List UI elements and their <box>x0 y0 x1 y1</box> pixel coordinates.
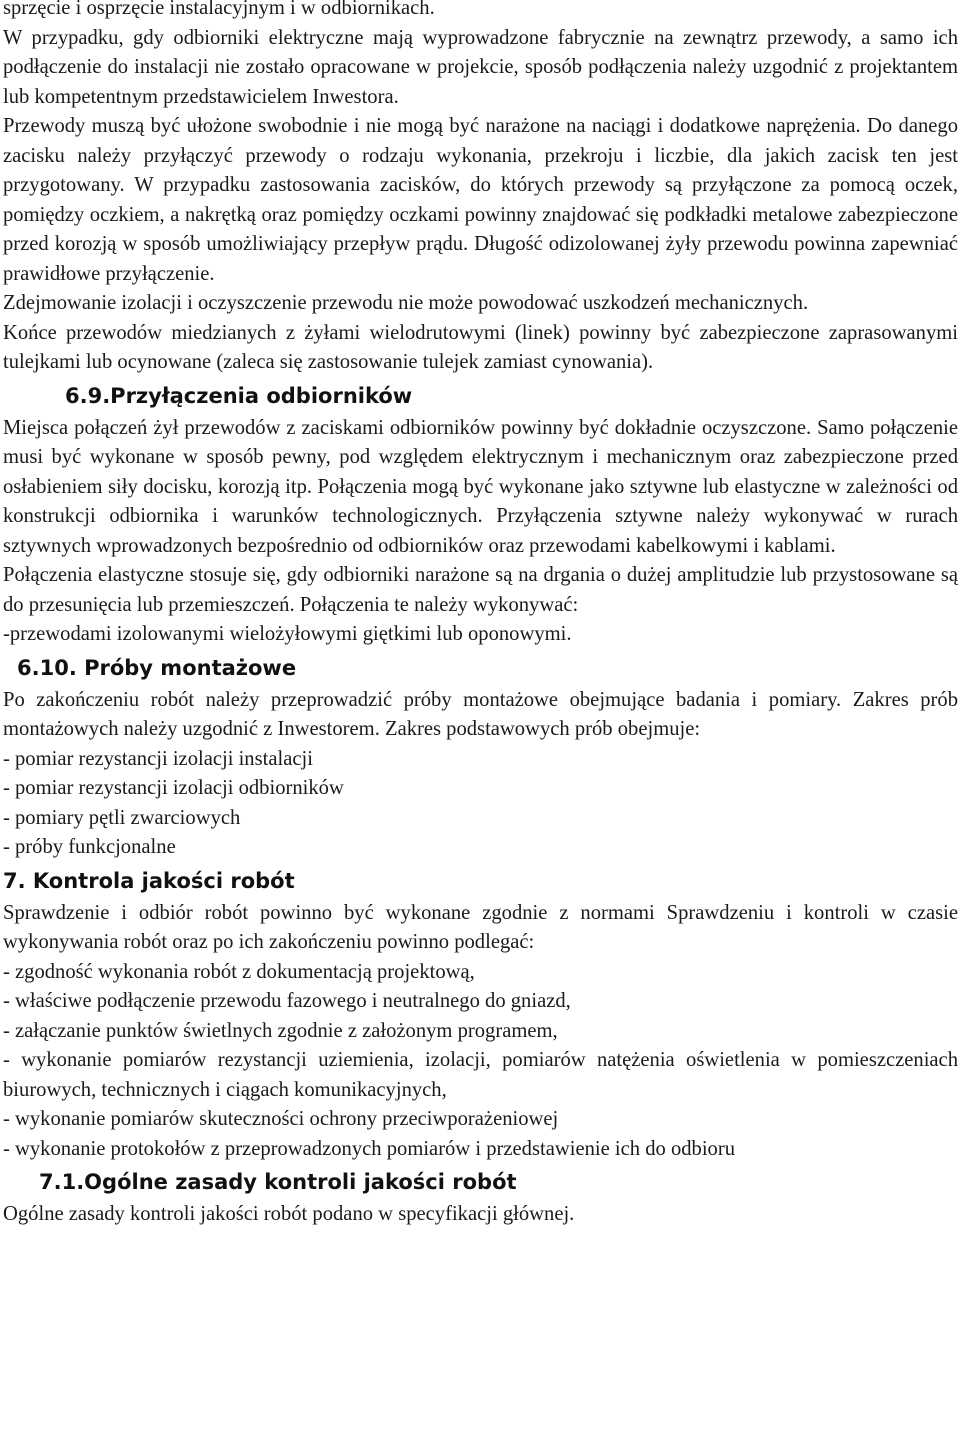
list-item: - pomiar rezystancji izolacji odbiorników <box>3 777 344 799</box>
heading-7: 7. Kontrola jakości robót <box>3 868 295 893</box>
list-item: - pomiary pętli zwarciowych <box>3 806 241 829</box>
list-item: - próby funkcjonalne <box>3 836 176 858</box>
paragraph-continuation: sprzęcie i osprzęcie instalacyjnym i w odbiornikach. <box>3 0 435 19</box>
heading-7-1: 7.1.Ogólne zasady kontroli jakości robót <box>39 1170 517 1194</box>
paragraph-assembly-tests: Po zakończeniu robót należy przeprowadzić próby montażowe obejmujące badania i pomiary. Zakres prób montażowych należy uzgodnić z Inwestorem. Zakres podstawowych prób obejmuje: <box>3 688 958 740</box>
heading-6-10: 6.10. Próby montażowe <box>17 655 297 680</box>
list-item: - zgodność wykonania robót z dokumentacją projektową, <box>3 960 475 983</box>
list-item: - właściwe podłączenie przewodu fazowego i neutralnego do gniazd, <box>3 990 571 1012</box>
heading-6-9: 6.9.Przyłączenia odbiorników <box>65 383 413 408</box>
paragraph-flexible-wires: -przewodami izolowanymi wielożyłowymi giętkimi lub oponowymi. <box>3 623 572 645</box>
paragraph-flexible-connections: Połączenia elastyczne stosuje się, gdy odbiorniki narażone są na drgania o dużej amplitudzie lub przystosowane są do przesunięcia lub przemieszczeń. Połączenia te należy wykonywać: <box>3 564 958 616</box>
list-item: - wykonanie pomiarów skuteczności ochrony przeciwporażeniowej <box>3 1108 559 1130</box>
list-item: - załączanie punktów świetlnych zgodnie z założonym programem, <box>3 1019 558 1042</box>
paragraph-inspection: Sprawdzenie i odbiór robót powinno być wykonane zgodnie z normami Sprawdzeniu i kontroli w czasie wykonywania robót oraz po ich zakończeniu powinno podlegać: <box>3 901 958 953</box>
list-item: - wykonanie pomiarów rezystancji uziemienia, izolacji, pomiarów natężenia oświetlenia w pomieszczeniach biurowych, technicznych i ciągach komunikacyjnych, <box>3 1049 958 1101</box>
paragraph-connection-points: Miejsca połączeń żył przewodów z zaciskami odbiorników powinny być dokładnie oczyszczone. Samo połączenie musi być wykonane w sposób pewny, pod względem elektrycznym i mechanicznym oraz zabezpieczone przed osłabieniem siły docisku, korozją itp. Połączenia mogą być wykonane jako sztywne lub elastyczne w zależności od konstrukcji odbiornika i warunków technologicznych. Przyłączenia sztywne należy wykonywać w rurach sztywnych wprowadzonych bezpośrednio od odbiorników oraz przewodami kabelkowymi i kablami. <box>3 416 958 557</box>
paragraph-insulation-removal: Zdejmowanie izolacji i oczyszczenie przewodu nie może powodować uszkodzeń mechanicznych. <box>3 292 809 314</box>
paragraph-general-rules: Ogólne zasady kontroli jakości robót podano w specyfikacji głównej. <box>3 1203 575 1225</box>
paragraph-wire-ends: Końce przewodów miedzianych z żyłami wielodrutowymi (linek) powinny być zabezpieczone zaprasowanymi tulejkami lub ocynowane (zaleca się zastosowanie tulejek zamiast cynowania). <box>3 321 958 373</box>
list-item: - wykonanie protokołów z przeprowadzonych pomiarów i przedstawienie ich do odbioru <box>3 1137 736 1160</box>
paragraph-connection-of-receivers: W przypadku, gdy odbiorniki elektryczne mają wyprowadzone fabrycznie na zewnątrz przewody, a samo ich podłączenie do instalacji nie zostało opracowane w projekcie, sposób podłączenia należy uzgodnić z projektantem lub kompetentnym przedstawicielem Inwestora. <box>3 26 958 108</box>
list-item: - pomiar rezystancji izolacji instalacji <box>3 747 313 770</box>
paragraph-wire-requirements: Przewody muszą być ułożone swobodnie i nie mogą być narażone na naciągi i dodatkowe naprężenia. Do danego zacisku należy przyłączyć przewody o rodzaju wykonania, przekroju i liczbie, dla jakich zacisk ten jest przygotowany. W przypadku zastosowania zacisków, do których przewody są przyłączone za pomocą oczek, pomiędzy oczkiem, a nakrętką oraz pomiędzy oczkami powinny znajdować się podkładki metalowe zabezpieczone przed korozją w sposób umożliwiający przepływ prądu. Długość odizolowanej żyły przewodu powinna zapewniać prawidłowe przyłączenie. <box>3 115 958 285</box>
